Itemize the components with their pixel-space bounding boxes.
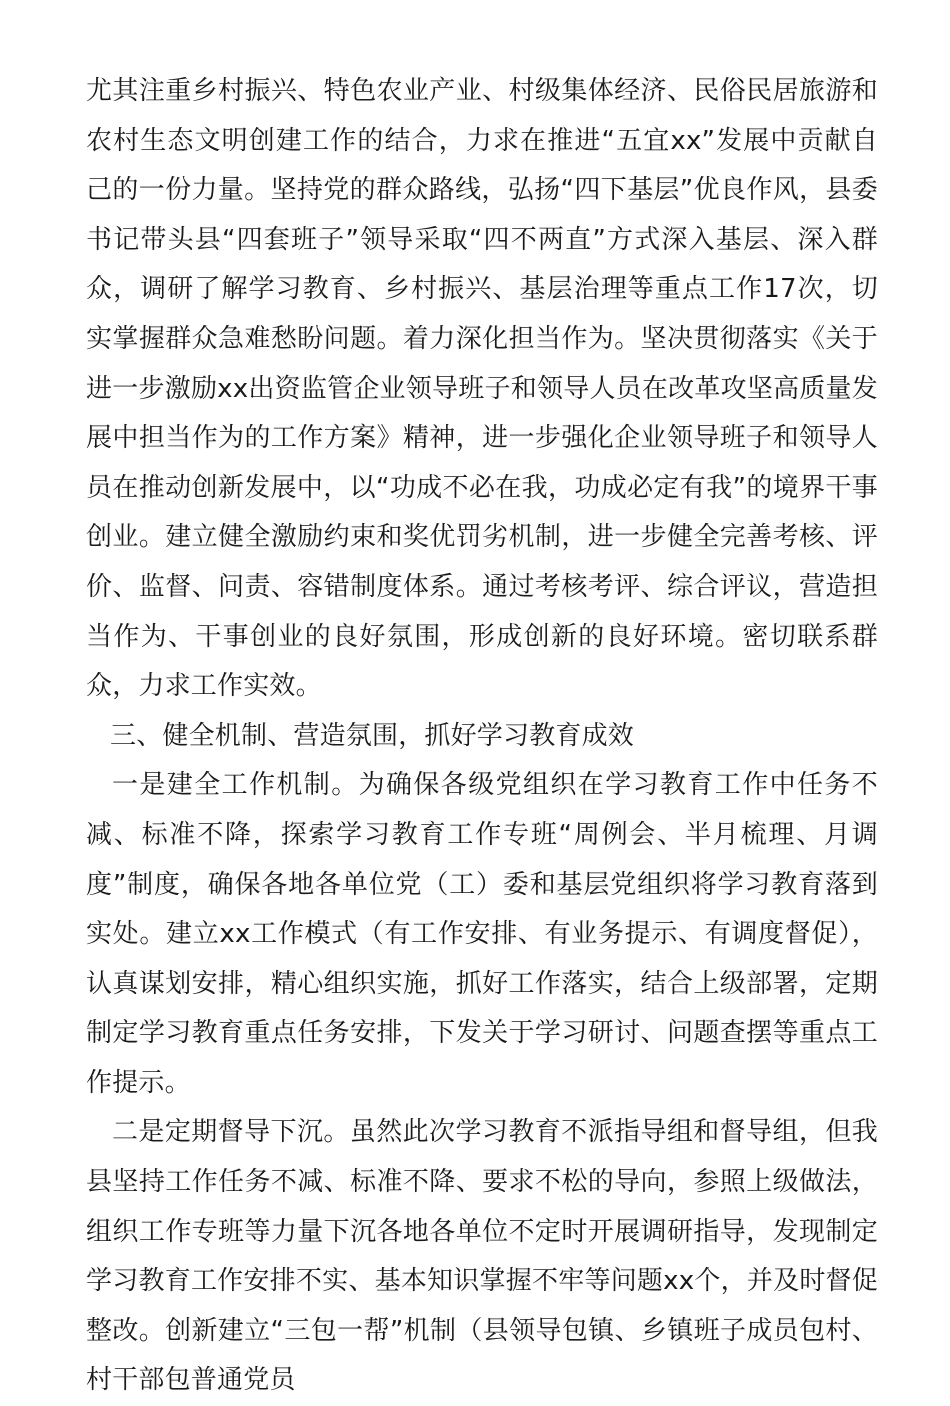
document-body [86, 67, 878, 1406]
paragraph-supervision: 二是定期督导下沉。虽然此次学习教育不派指导组和督导组，但我县坚持工作任务不减、标准不降、要求不松的导向，参照上级做法，组织工作专班等力量下沉各地各单位不定时开展调研指导，发现制定学习教育工作安排不实、基本知识掌握不牢等问题xx个，并及时督促整改。创新建立“三包一帮”机制（县领导包镇、乡镇班子成员包村、村干部包普通党员 [86, 1117, 878, 1396]
section-heading: 三、健全机制、营造氛围，抓好学习教育成效 [110, 720, 635, 751]
paragraph-work-mechanism: 一是建全工作机制。为确保各级党组织在学习教育工作中任务不减、标准不降，探索学习教育工作专班“周例会、半月梳理、月调度”制度，确保各地各单位党（工）委和基层党组织将学习教育落到实处。建立xx工作模式（有工作安排、有业务提示、有调度督促），认真谋划安排，精心组织实施，抓好工作落实，结合上级部署，定期制定学习教育重点任务安排，下发关于学习研讨、问题查摆等重点工作提示。 [86, 770, 878, 1098]
paragraph-continuation: 尤其注重乡村振兴、特色农业产业、村级集体经济、民俗民居旅游和农村生态文明创建工作的结合，力求在推进“五宜xx”发展中贡献自己的一份力量。坚持党的群众路线，弘扬“四下基层”优良作风，县委书记带头县“四套班子”领导采取“四不两直”方式深入基层、深入群众，调研了解学习教育、乡村振兴、基层治理等重点工作17次，切实掌握群众急难愁盼问题。着力深化担当作为。坚决贯彻落实《关于进一步激励xx出资监管企业领导班子和领导人员在改革攻坚高质量发展中担当作为的工作方案》精神，进一步强化企业领导班子和领导人员在推动创新发展中，以“功成不必在我，功成必定有我”的境界干事创业。建立健全激励约束和奖优罚劣机制，进一步健全完善考核、评价、监督、问责、容错制度体系。通过考核考评、综合评议，营造担当作为、干事创业的良好氛围，形成创新的良好环境。密切联系群众，力求工作实效。 [86, 76, 878, 702]
